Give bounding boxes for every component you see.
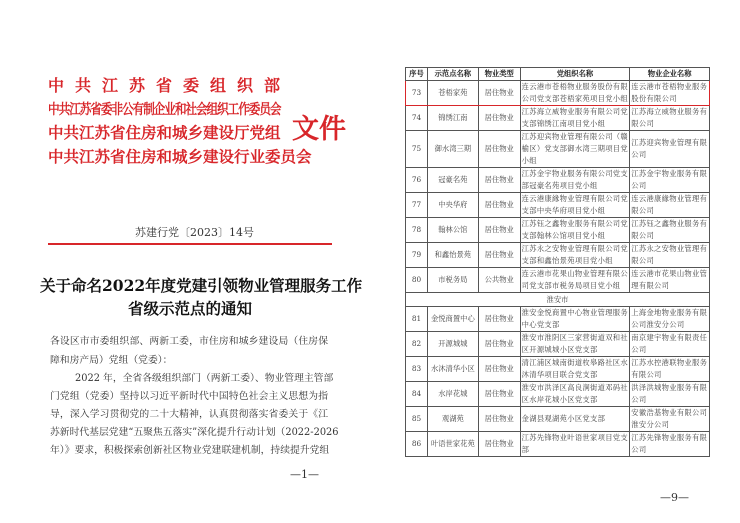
property-type: 居住物业 <box>478 218 520 243</box>
col-header: 党组织名称 <box>520 68 630 81</box>
site-name: 翰林公馆 <box>427 218 478 243</box>
party-org-name: 江苏先锋物业叶语世家项目党支部 <box>520 432 630 457</box>
company-name: 江苏先锋物业服务有限公司 <box>630 432 710 457</box>
row-number: 85 <box>406 407 428 432</box>
row-number: 81 <box>406 307 428 332</box>
property-type: 公共物业 <box>478 268 520 293</box>
row-number: 84 <box>406 382 428 407</box>
property-type: 居住物业 <box>478 106 520 131</box>
property-type: 居住物业 <box>478 407 520 432</box>
table-row <box>406 332 710 357</box>
company-name: 江苏迎宾物业管理有限公司 <box>630 131 710 168</box>
party-org-name: 江苏海立威物业服务有限公司党支部锦绣江南项目党小组 <box>520 106 630 131</box>
property-type: 居住物业 <box>478 357 520 382</box>
company-name: 江苏海立威物业服务有限公司 <box>630 106 710 131</box>
table-row <box>406 407 710 432</box>
col-header: 物业企业名称 <box>630 68 710 81</box>
site-name: 和鑫怡景苑 <box>427 243 478 268</box>
party-org-name: 连云港康緣物业管理有限公司党支部中央华府项目党小组 <box>520 193 630 218</box>
row-number: 83 <box>406 357 428 382</box>
company-name: 南京建宇物业有限责任公司 <box>630 332 710 357</box>
site-name: 御水湾三期 <box>427 131 478 168</box>
company-name: 安徽浩基物业有限公司淮安分公司 <box>630 407 710 432</box>
body-line: 门党组（党委）坚持以习近平新时代中国特色社会主义思想为指 <box>50 391 328 402</box>
party-org-name: 连云港市花果山物业管理有限公司党支部市税务局项目党小组 <box>520 268 630 293</box>
issuer-line: 中共江苏省住房和城乡建设厅党组 <box>48 123 281 142</box>
site-name: 观湖苑 <box>427 407 478 432</box>
page-number: —9— <box>660 491 689 504</box>
table-row <box>406 307 710 332</box>
city-group-row <box>406 293 710 307</box>
company-name: 连云港康緣物业管理有限公司 <box>630 193 710 218</box>
party-org-name: 江苏钰之鑫物业服务有限公司党支部翰林公馆项目党小组 <box>520 218 630 243</box>
site-name: 水沐清华小区 <box>427 357 478 382</box>
document-suffix: 文件 <box>292 114 346 145</box>
row-number: 86 <box>406 432 428 457</box>
table-row <box>406 382 710 407</box>
body-line: 年）》要求，积极探索创新社区物业党建联建机制，持续提升党组 <box>50 445 330 456</box>
site-name: 中央华府 <box>427 193 478 218</box>
row-number: 80 <box>406 268 428 293</box>
body-line: 苏新时代基层党建“五聚焦五落实”深化提升行动计划（2022-2026 <box>50 427 339 438</box>
city-label: 淮安市 <box>406 293 710 307</box>
issuer-line: 中共江苏省委非公有制企业和社会组织工作委员会 <box>48 102 281 118</box>
property-type: 居住物业 <box>478 382 520 407</box>
property-type: 居住物业 <box>478 432 520 457</box>
table-row <box>406 193 710 218</box>
company-name: 连云港市花果山物业管理有限公司 <box>630 268 710 293</box>
table-header <box>406 68 710 81</box>
party-org-name: 江苏金宇物业服务有限公司党支部冠豪名苑项目党小组 <box>520 168 630 193</box>
party-org-name: 江苏永之安物业管理有限公司党支部和鑫怡景苑项目党小组 <box>520 243 630 268</box>
table-row <box>406 168 710 193</box>
party-org-name: 金湖县观湖苑小区党支部 <box>520 407 630 432</box>
site-name: 苍梧家苑 <box>427 81 478 106</box>
table-row <box>406 218 710 243</box>
row-number: 75 <box>406 131 428 168</box>
row-number: 76 <box>406 168 428 193</box>
property-type: 居住物业 <box>478 131 520 168</box>
row-number: 82 <box>406 332 428 357</box>
property-type: 居住物业 <box>478 81 520 106</box>
row-number: 74 <box>406 106 428 131</box>
table-row <box>406 131 710 168</box>
party-org-name: 淮安市洪泽区高良涧街道邓码社区水岸花城小区党支部 <box>520 382 630 407</box>
property-type: 居住物业 <box>478 243 520 268</box>
property-type: 居住物业 <box>478 168 520 193</box>
table-row <box>406 268 710 293</box>
party-org-name: 淮安金悦商置中心物业管理服务中心党支部 <box>520 307 630 332</box>
row-number: 73 <box>406 81 428 106</box>
col-header: 物业类型 <box>478 68 520 81</box>
site-name: 叶语世家花苑 <box>427 432 478 457</box>
body-line: 各设区市市委组织部、两新工委，市住房和城乡建设局（住房保 <box>50 336 328 347</box>
company-name: 江苏钰之鑫物业服务有限公司 <box>630 218 710 243</box>
page-number: —1— <box>290 468 319 481</box>
doc-title: 关于命名2022年度党建引领物业管理服务工作 <box>40 276 363 295</box>
company-name: 江苏水控港联物业服务有限公司 <box>630 357 710 382</box>
table-row <box>406 432 710 457</box>
table-row <box>406 243 710 268</box>
red-divider <box>48 243 332 245</box>
issuer-line: 中共江苏省委组织部 <box>48 76 292 95</box>
property-type: 居住物业 <box>478 332 520 357</box>
party-org-name: 江苏迎宾物业管理有限公司（赣榆区）党支部御水湾三期项目党小组 <box>520 131 630 168</box>
table-row <box>406 81 710 106</box>
doc-number: 苏建行党〔2023〕14号 <box>135 226 254 239</box>
company-name: 连云港市苍梧物业服务股份有限公司 <box>630 81 710 106</box>
company-name: 洪泽洪城物业服务有限公司 <box>630 382 710 407</box>
site-name: 开源城城 <box>427 332 478 357</box>
site-name: 金悦商置中心 <box>427 307 478 332</box>
party-org-name: 淮安市淮阴区三家营街道双和社区开源城城小区党支部 <box>520 332 630 357</box>
body-line: 2022 年，全省各级组织部门（两新工委）、物业管理主管部 <box>75 373 334 384</box>
property-type: 居住物业 <box>478 307 520 332</box>
body-line: 障和房产局）党组（党委）： <box>50 355 173 366</box>
table-row <box>406 357 710 382</box>
issuer-line: 中共江苏省住房和城乡建设行业委员会 <box>48 147 312 166</box>
doc-title: 省级示范点的通知 <box>127 299 252 318</box>
row-number: 79 <box>406 243 428 268</box>
site-name: 锦绣江南 <box>427 106 478 131</box>
party-org-name: 清江浦区城南街道枚皋路社区水沐清华项目联合党支部 <box>520 357 630 382</box>
demo-sites-table <box>405 67 710 457</box>
site-name: 水岸花城 <box>427 382 478 407</box>
company-name: 上海金地物业服务有限公司淮安分公司 <box>630 307 710 332</box>
site-name: 冠豪名苑 <box>427 168 478 193</box>
company-name: 江苏永之安物业管理有限公司 <box>630 243 710 268</box>
party-org-name: 连云港市苍梧物业服务股份有限公司党支部苍梧家苑项目党小组 <box>520 81 630 106</box>
site-name: 市税务局 <box>427 268 478 293</box>
col-header: 序号 <box>406 68 428 81</box>
table-row <box>406 106 710 131</box>
property-type: 居住物业 <box>478 193 520 218</box>
company-name: 江苏金宇物业服务有限公司 <box>630 168 710 193</box>
body-line: 导，深入学习贯彻党的二十大精神，认真贯彻落实省委关于《江 <box>50 409 328 420</box>
row-number: 78 <box>406 218 428 243</box>
row-number: 77 <box>406 193 428 218</box>
col-header: 示范点名称 <box>427 68 478 81</box>
